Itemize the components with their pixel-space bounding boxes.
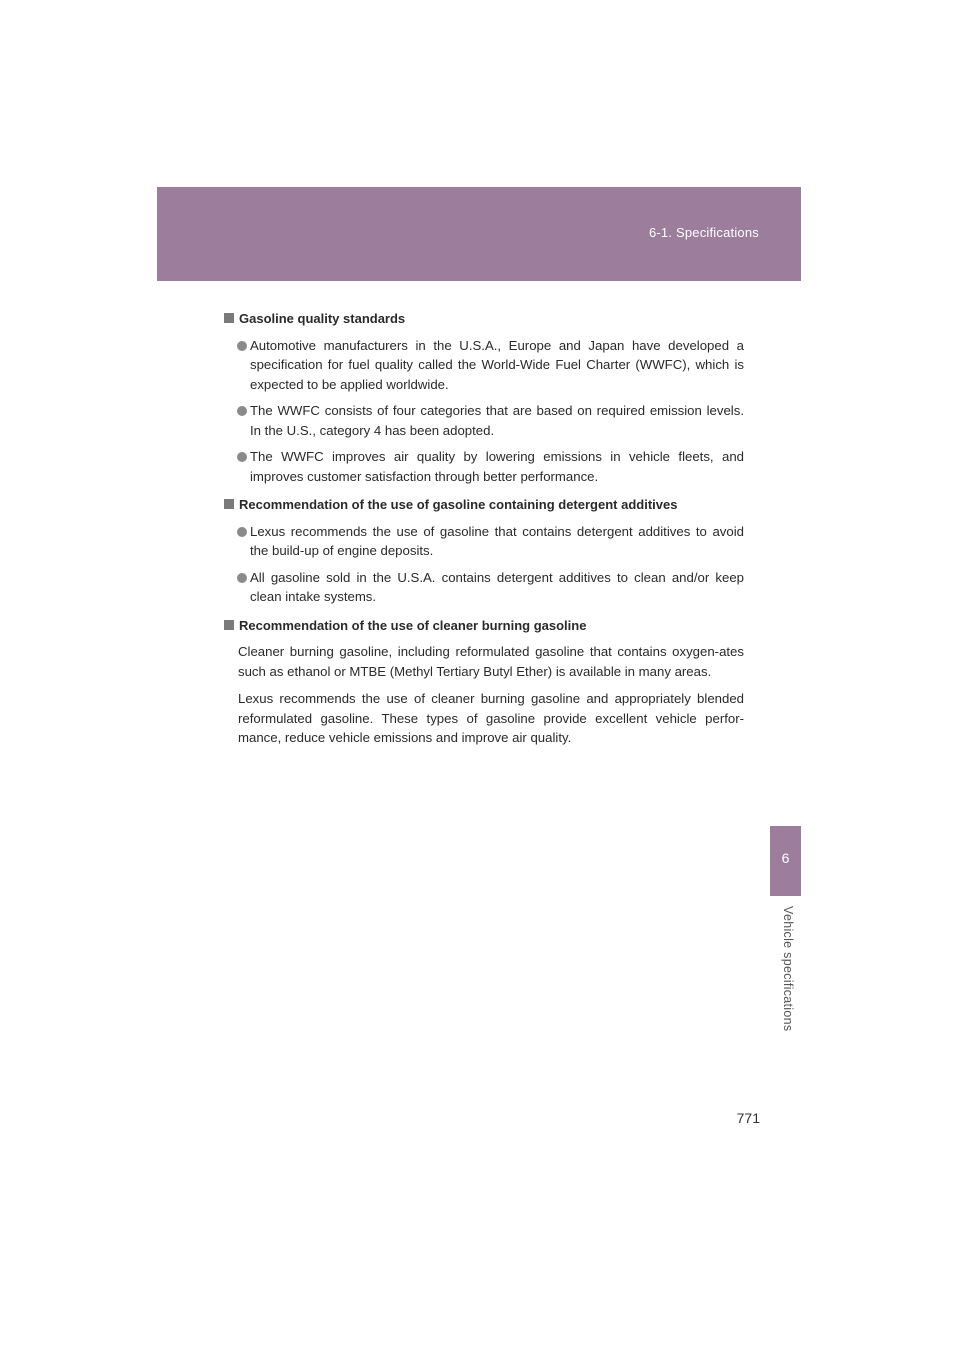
heading-text: Recommendation of the use of gasoline containing detergent additives [239,497,678,512]
paragraph: Cleaner burning gasoline, including reformulated gasoline that contains oxygen-ates such as ethanol or MTBE (Methyl Tertiary Butyl Ether) is available in many areas. [238,644,744,679]
list-item [224,401,744,440]
list-item-text: All gasoline sold in the U.S.A. contains detergent additives to clean and/or keep clean intake systems. [250,569,744,604]
circle-bullet-icon [237,452,247,462]
page-number: 771 [736,1110,760,1126]
section-title: 6-1. Specifications [648,225,759,240]
list-item [224,568,744,607]
square-bullet-icon [224,313,234,323]
list-item-text: Automotive manufacturers in the U.S.A., Europe and Japan have developed a specification for fuel quality called the World-Wide Fuel Charter (WWFC), which is expected to be applied worldwide. [250,337,744,392]
section-cleaner-burning [224,616,744,748]
chapter-tab[interactable] [770,826,801,896]
page-content [224,309,744,757]
header-band [157,187,801,281]
paragraph: Lexus recommends the use of cleaner burning gasoline and appropriately blended reformulated gasoline. These types of gasoline provide excellent vehicle perfor-mance, reduce vehicle emissions and improve air quality. [238,691,744,745]
heading-text: Gasoline quality standards [239,311,406,326]
list-item [224,447,744,486]
list-item [224,522,744,561]
bullet-list [224,336,744,487]
section-heading [224,309,744,329]
square-bullet-icon [224,620,234,630]
circle-bullet-icon [237,406,247,416]
bullet-list [224,522,744,607]
section-heading [224,495,744,515]
heading-text: Recommendation of the use of cleaner burning gasoline [239,617,587,633]
circle-bullet-icon [237,527,247,537]
chapter-label: Vehicle specifications [781,906,795,1032]
list-item-text: The WWFC consists of four categories that are based on required emission levels. In the U.S., category 4 has been adopted. [250,403,744,438]
list-item [224,336,744,395]
circle-bullet-icon [237,573,247,583]
circle-bullet-icon [237,341,247,351]
section-detergent-additives [224,495,744,607]
section-heading [224,616,744,636]
square-bullet-icon [224,499,234,509]
list-item-text: The WWFC improves air quality by lowering emissions in vehicle fleets, and improves customer satisfaction through better performance. [250,449,744,484]
section-gasoline-quality [224,309,744,486]
list-item-text: Lexus recommends the use of gasoline that contains detergent additives to avoid the build-up of engine deposits. [250,523,744,558]
chapter-number: 6 [781,850,790,866]
